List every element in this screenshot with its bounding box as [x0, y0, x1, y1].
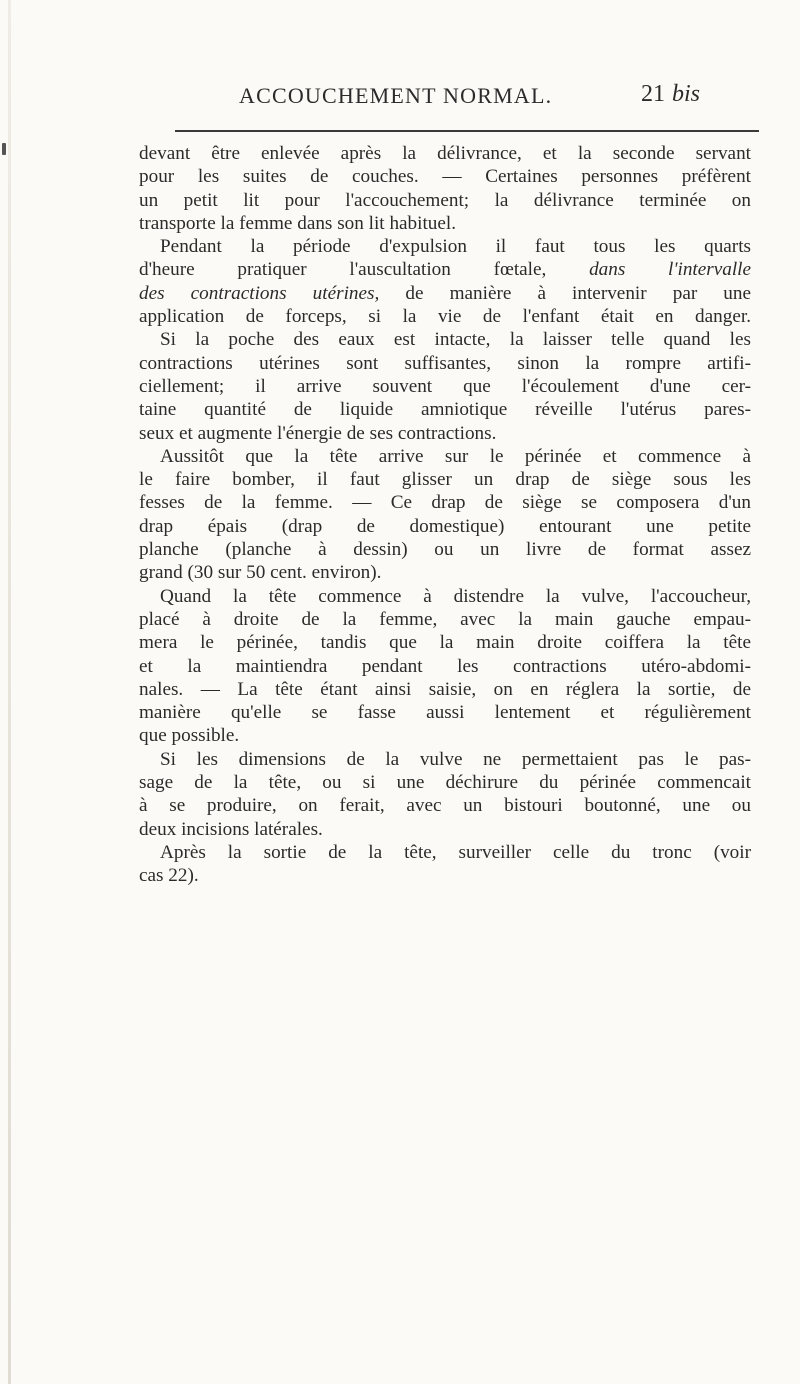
- italic-segment: des contractions utérines,: [139, 282, 380, 304]
- text-line: Après la sortie de la tête, surveiller celle du tronc (voir: [160, 841, 751, 863]
- text-line: le faire bomber, il faut glisser un drap de siège sous les: [139, 469, 751, 491]
- text-line: application de forceps, si la vie de l'enfant était en danger.: [139, 306, 751, 328]
- text-line: placé à droite de la femme, avec la main gauche empau-: [139, 608, 751, 630]
- text-line: transporte la femme dans son lit habituel.: [139, 212, 457, 234]
- text-line: devant être enlevée après la délivrance, et la seconde servant: [139, 143, 751, 164]
- text-line: sage de la tête, ou si une déchirure du périnée commencait: [139, 772, 751, 794]
- text-line: et la maintiendra pendant les contractions utéro-abdomi-: [139, 655, 751, 677]
- page-edge-shadow: [8, 0, 11, 1384]
- text-line: fesses de la femme. — Ce drap de siège se composera d'un: [139, 492, 751, 514]
- text-line: à se produire, on ferait, avec un bistouri boutonné, une ou: [139, 795, 751, 817]
- text-line: [139, 258, 751, 281]
- text-line: planche (planche à dessin) ou un livre de format assez: [139, 539, 751, 561]
- italic-segment: dans l'intervalle: [589, 259, 752, 281]
- text-line: Aussitôt que la tête arrive sur le périnée et commence à: [160, 445, 751, 467]
- page-number: [641, 81, 700, 108]
- text-line: pour les suites de couches. — Certaines personnes préfèrent: [139, 166, 751, 188]
- page-header: [239, 83, 759, 117]
- header-rule: [175, 130, 759, 132]
- text-line: drap épais (drap de domestique) entourant une petite: [139, 515, 751, 537]
- page-number-value: 21: [641, 81, 665, 107]
- running-title: ACCOUCHEMENT NORMAL.: [239, 83, 553, 108]
- text-line: [139, 282, 751, 305]
- text-line: deux incisions latérales.: [139, 818, 323, 840]
- text-line: Pendant la période d'expulsion il faut tous les quarts: [160, 236, 751, 258]
- text-line: grand (30 sur 50 cent. environ).: [139, 562, 382, 584]
- body-text: [139, 142, 751, 888]
- page-number-suffix: bis: [672, 81, 701, 107]
- text-line: taine quantité de liquide amniotique réveille l'utérus pares-: [139, 399, 751, 421]
- text-line: contractions utérines sont suffisantes, sinon la rompre artifi-: [139, 352, 751, 374]
- text-line: Quand la tête commence à distendre la vulve, l'accoucheur,: [160, 585, 751, 607]
- text-line: nales. — La tête étant ainsi saisie, on en réglera la sortie, de: [139, 678, 751, 700]
- text-line: manière qu'elle se fasse aussi lentement et régulièrement: [139, 702, 751, 724]
- text-line: seux et augmente l'énergie de ses contractions.: [139, 422, 497, 444]
- margin-mark: [2, 143, 6, 155]
- text-line: un petit lit pour l'accouchement; la délivrance terminée on: [139, 189, 751, 211]
- text-line: mera le périnée, tandis que la main droite coiffera la tête: [139, 632, 751, 654]
- text-line: ciellement; il arrive souvent que l'écoulement d'une cer-: [139, 375, 751, 397]
- text-line: Si les dimensions de la vulve ne permettaient pas le pas-: [160, 748, 751, 770]
- text-line: Si la poche des eaux est intacte, la laisser telle quand les: [160, 329, 751, 351]
- text-segment: d'heure pratiquer l'auscultation fœtale,: [139, 259, 547, 281]
- text-line: cas 22).: [139, 865, 199, 887]
- text-segment: de manière à intervenir par une: [405, 282, 752, 304]
- text-line: que possible.: [139, 725, 240, 747]
